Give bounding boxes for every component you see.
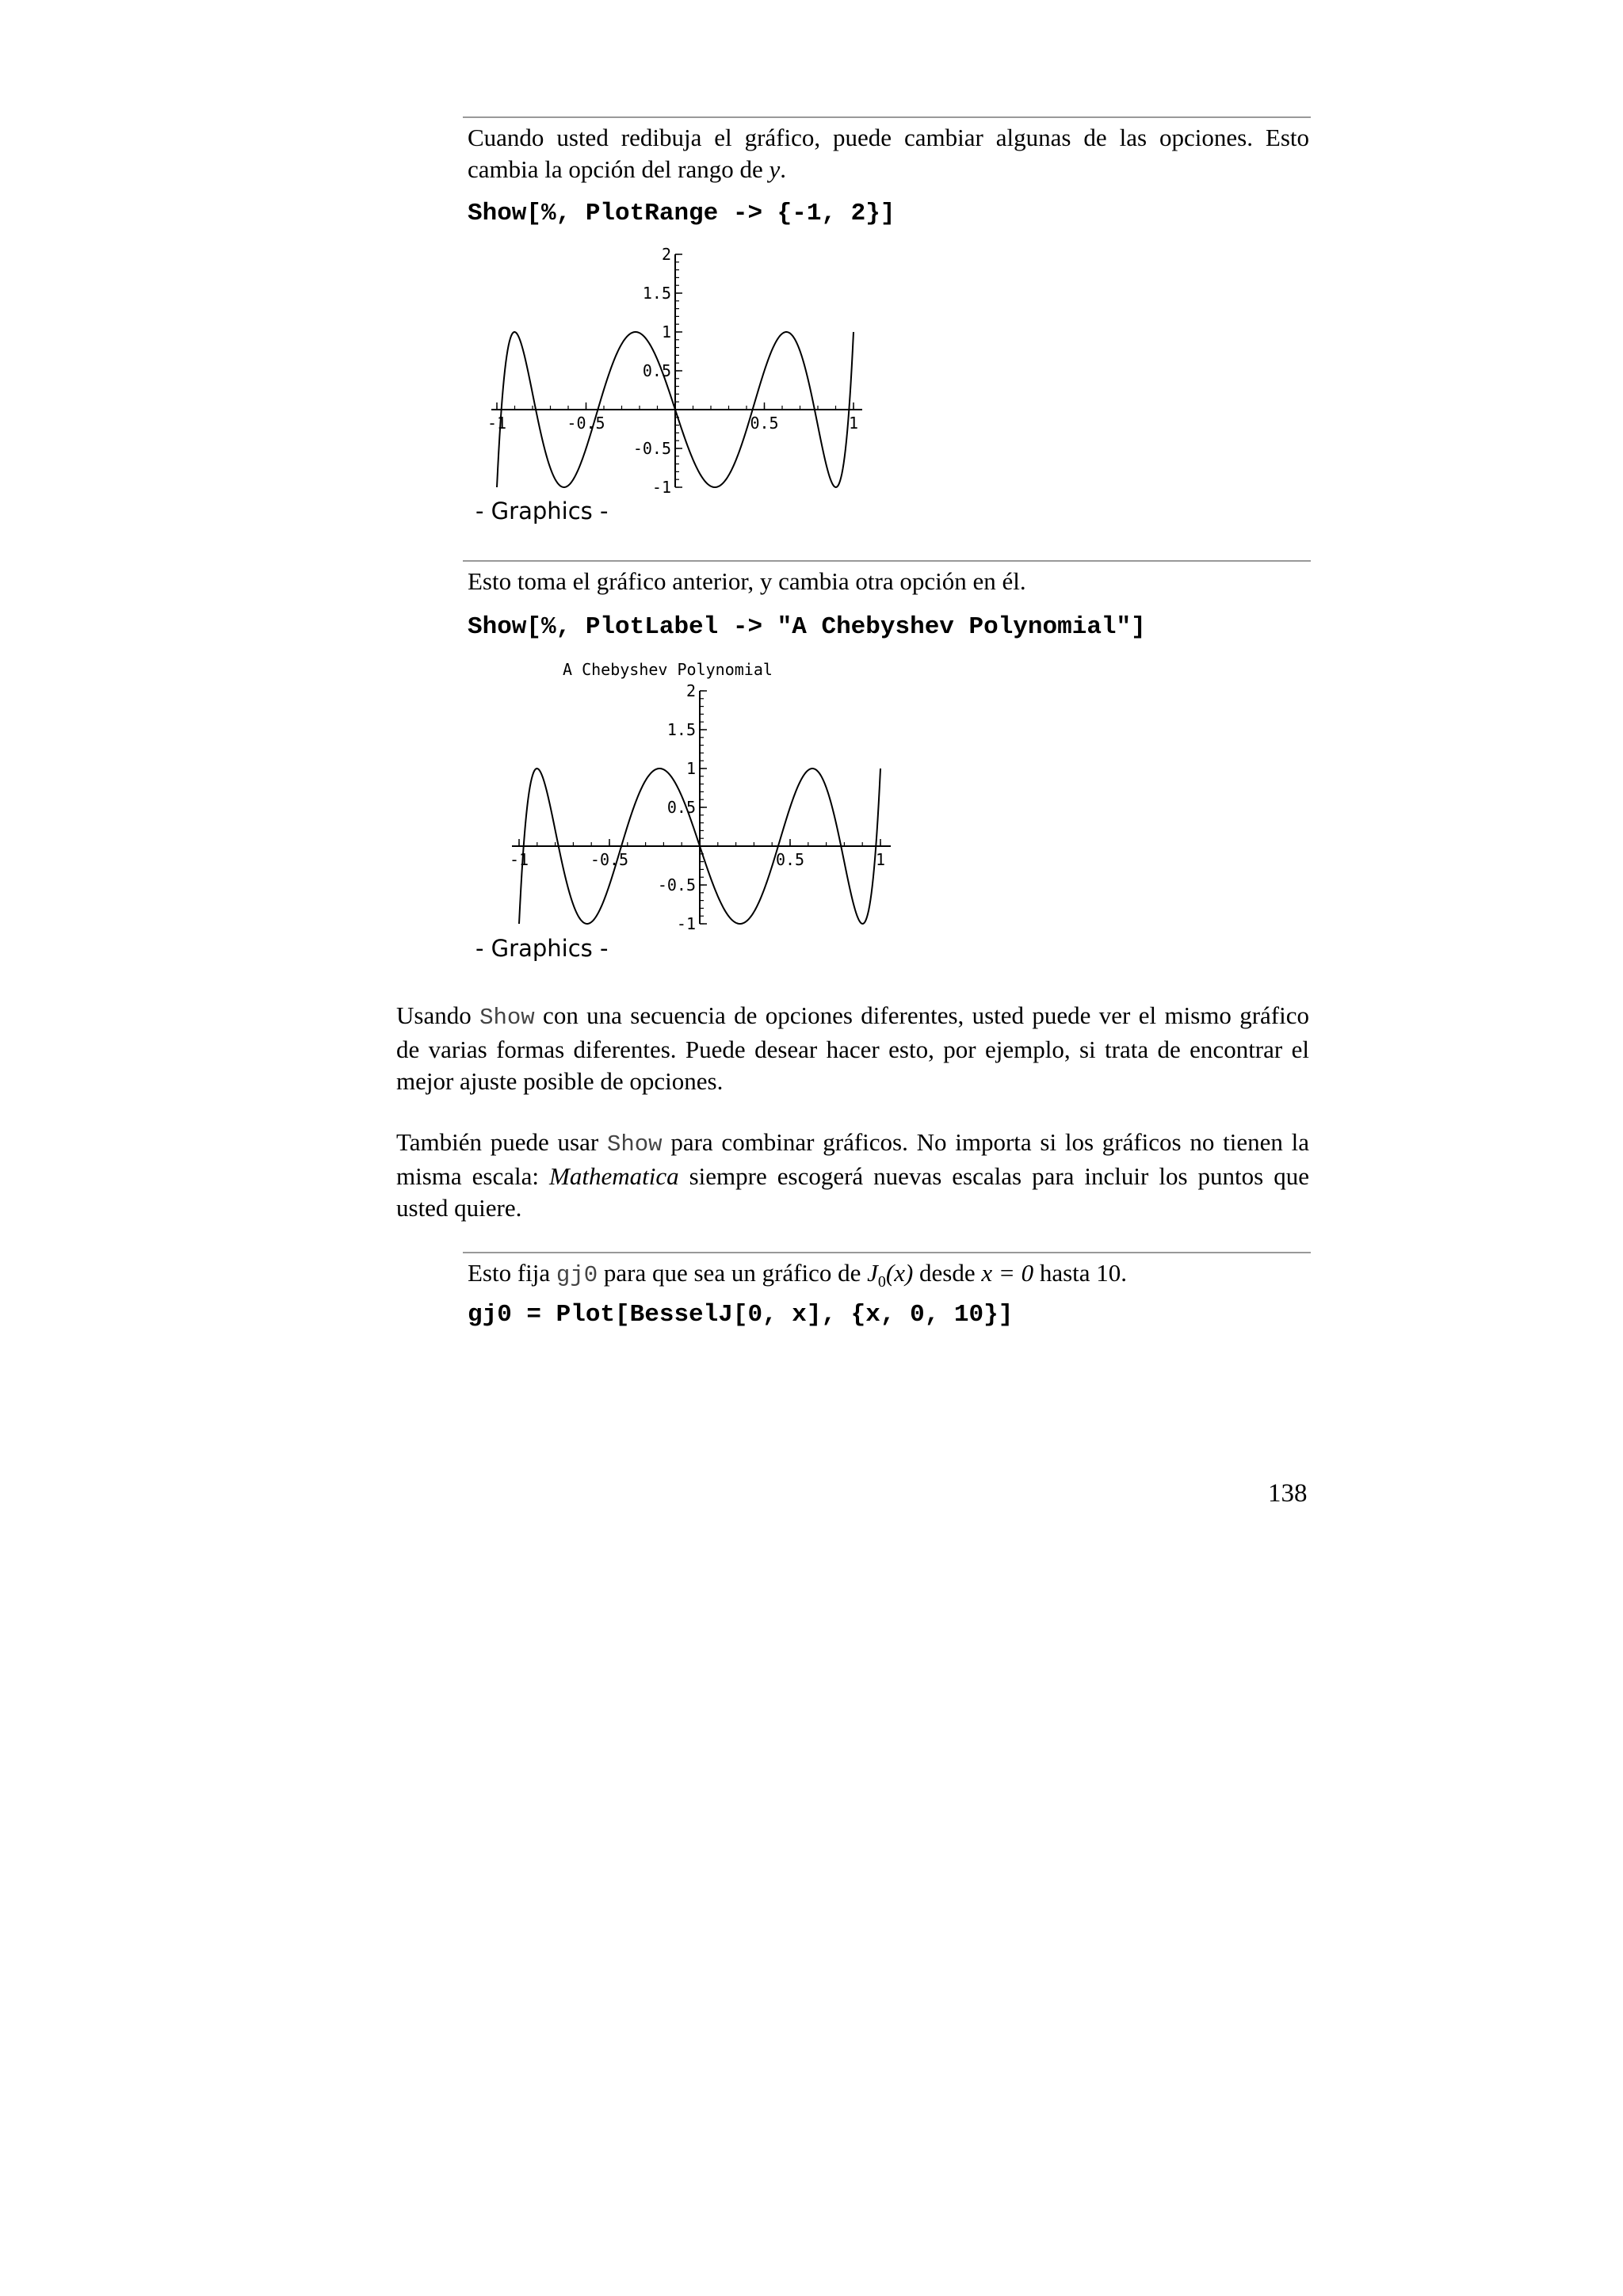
block3-code: gj0	[556, 1262, 598, 1288]
page-number: 138	[1268, 1479, 1308, 1508]
block2-text: Esto toma el gráfico anterior, y cambia otra opción en él.	[468, 567, 1026, 595]
para2-post: siempre escogerá nuevas escalas para incluir los puntos que usted quiere.	[396, 1162, 1309, 1222]
section-rule-3	[463, 1252, 1311, 1253]
plot-chebyshev-label	[499, 658, 911, 943]
y-tick-label: -0.5	[657, 875, 696, 894]
block3-mid: para que sea un gráfico de	[598, 1259, 868, 1287]
x-tick-label: 0.5	[775, 850, 805, 869]
block1-graphics-label: - Graphics -	[475, 498, 609, 524]
x-tick-label: -1	[487, 414, 507, 433]
x-tick-label: -0.5	[567, 414, 605, 433]
plot-title: A Chebyshev Polynomial	[563, 660, 773, 679]
y-tick-label: 0.5	[666, 798, 696, 817]
para1-code: Show	[479, 1005, 535, 1031]
block3-code-line: gj0 = Plot[BesselJ[0, x], {x, 0, 10}]	[468, 1301, 1014, 1329]
block1-text	[468, 122, 1309, 185]
y-tick-label: 1.5	[642, 284, 671, 303]
block3-arg: (x)	[885, 1259, 914, 1287]
paragraph-show-options	[396, 1000, 1309, 1097]
block1-code: Show[%, PlotRange -> {-1, 2}]	[468, 200, 896, 227]
para2-italic: Mathematica	[549, 1162, 679, 1190]
block3-J: J	[867, 1259, 878, 1287]
block3-text	[468, 1257, 1309, 1298]
y-tick-label: -1	[651, 478, 671, 497]
y-tick-label: -0.5	[632, 439, 671, 458]
y-tick-label: 1	[685, 759, 696, 778]
y-tick-label: 1.5	[666, 720, 696, 739]
y-tick-label: 1	[661, 322, 671, 341]
section-rule-1	[463, 116, 1311, 118]
block2-code: Show[%, PlotLabel -> "A Chebyshev Polynomial"]	[468, 613, 1146, 641]
block3-xeq: x = 0	[981, 1259, 1034, 1287]
block1-text-end: .	[780, 155, 786, 183]
block1-text-var: y	[769, 155, 781, 183]
x-tick-label: -1	[509, 850, 529, 869]
para1-pre: Usando	[396, 1001, 480, 1029]
x-tick-label: 0.5	[750, 414, 779, 433]
para1-post: con una secuencia de opciones diferentes, usted puede ver el mismo gráfico de varias formas diferentes. Puede desear hacer esto, por ejemplo, si trata de encontrar el mejor ajuste posible de opciones.	[396, 1001, 1310, 1095]
section-rule-2	[463, 560, 1311, 562]
plot-chebyshev-range	[475, 242, 872, 503]
y-tick-label: 2	[685, 681, 696, 700]
block3-sub: 0	[877, 1273, 886, 1291]
para2-code: Show	[606, 1131, 663, 1158]
x-tick-label: 1	[875, 850, 886, 869]
y-tick-label: 0.5	[642, 361, 671, 380]
x-tick-label: 1	[848, 414, 859, 433]
block3-desde: desde	[913, 1259, 982, 1287]
x-tick-label: -0.5	[590, 850, 629, 869]
para2-mid: para combinar gráficos. No importa si los gráficos no tienen la misma escala:	[396, 1128, 1309, 1190]
y-tick-label: -1	[676, 914, 696, 933]
block2-graphics-label: - Graphics -	[475, 935, 609, 962]
block1-text-main: Cuando usted redibuja el gráfico, puede cambiar algunas de las opciones. Esto cambia la opción del rango de	[468, 124, 1309, 183]
para2-pre: También puede usar	[396, 1128, 607, 1156]
block3-pre: Esto fija	[468, 1259, 556, 1287]
y-tick-label: 2	[661, 245, 671, 264]
block3-post: hasta 10.	[1033, 1259, 1128, 1287]
paragraph-combine-graphics	[396, 1127, 1309, 1224]
